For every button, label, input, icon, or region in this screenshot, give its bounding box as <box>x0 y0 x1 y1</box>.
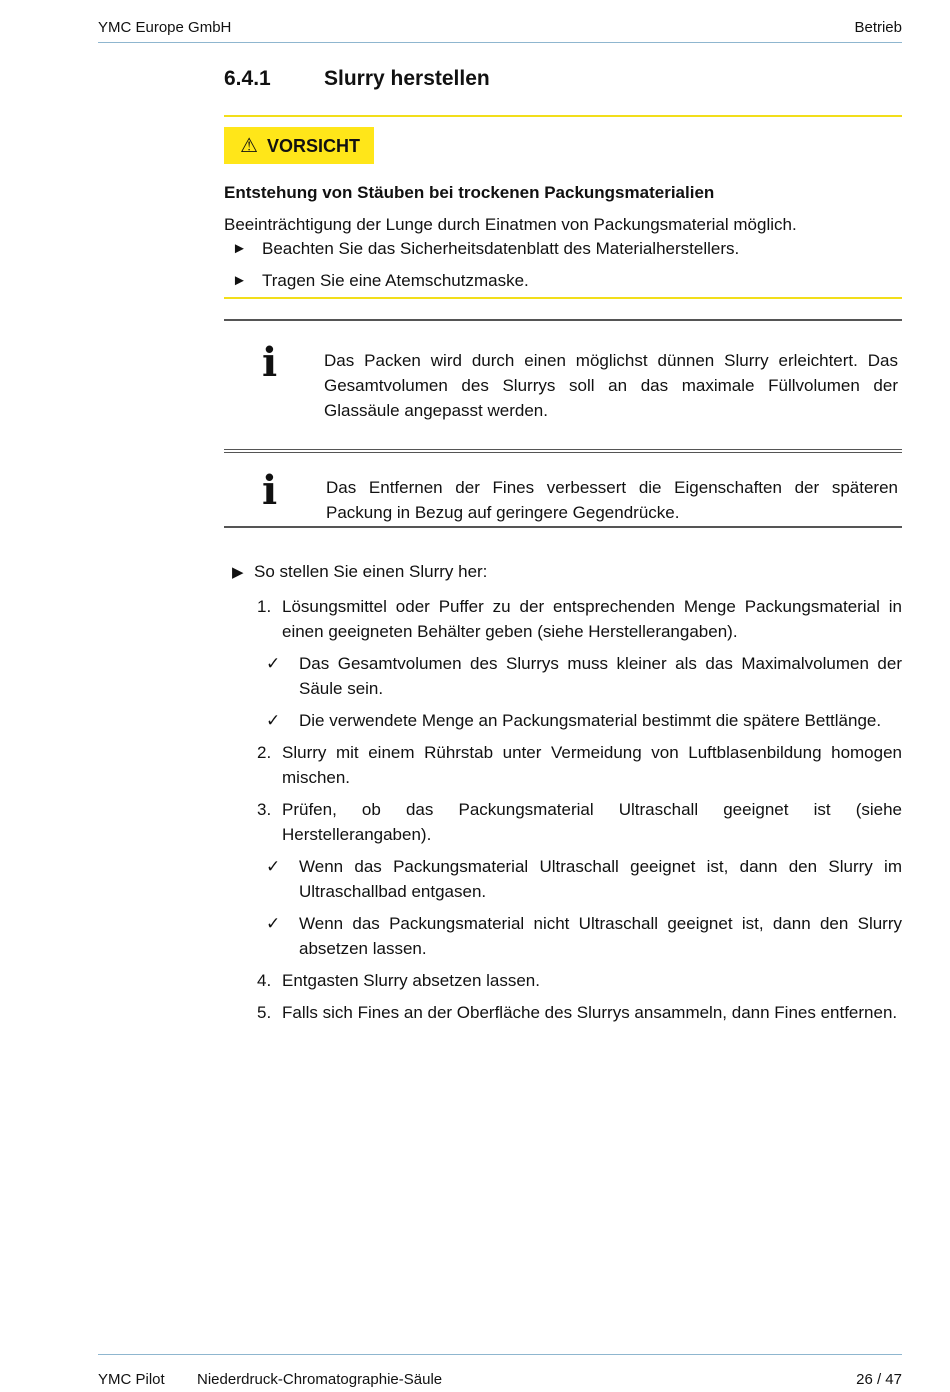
checkmark-icon: ✓ <box>266 914 281 933</box>
info-note <box>224 319 902 453</box>
info-note <box>224 456 902 528</box>
checkmark-icon: ✓ <box>266 654 281 673</box>
warning-heading: Entstehung von Stäuben bei trockenen Packungsmaterialien <box>224 183 715 202</box>
info-icon: i <box>262 339 278 386</box>
arrow-right-icon: ► <box>232 272 247 289</box>
header-chapter: Betrieb <box>854 19 902 36</box>
page-header <box>98 17 902 43</box>
result-check: ✓ Wenn das Packungsmaterial Ultraschall geeignet ist, dann den Slurry im Ultraschallbad entgasen. <box>224 854 902 904</box>
info-note-text: Das Entfernen der Fines verbessert die Eigenschaften der späteren Packung in Bezug auf geringere Gegendrücke. <box>326 478 898 522</box>
checkmark-icon: ✓ <box>266 711 281 730</box>
warning-triangle-icon: ⚠ <box>240 135 258 157</box>
warning-box: ⚠ VORSICHT Entstehung von Stäuben bei trockenen Packungsmaterialien Beeinträchtigung der Lunge durch Einatmen von Packungsmaterial möglich. ► Beachten Sie das Sicherheitsdatenblatt des Materialherstellers. ► Tragen Sie eine Atemschutzmaske. <box>224 115 902 299</box>
page-footer <box>98 1354 902 1392</box>
procedure-step: 2. Slurry mit einem Rührstab unter Vermeidung von Luftblasenbildung homogen mischen. <box>257 743 902 787</box>
warning-text: Beeinträchtigung der Lunge durch Einatmen von Packungsmaterial möglich. <box>224 215 797 234</box>
procedure-step: 5. Falls sich Fines an der Oberfläche des Slurrys ansammeln, dann Fines entfernen. <box>257 1003 898 1022</box>
warning-label: VORSICHT <box>267 136 361 156</box>
footer-doc-title: Niederdruck-Chromatographie-Säule <box>197 1371 443 1388</box>
header-company: YMC Europe GmbH <box>98 19 232 36</box>
result-check: ✓ Wenn das Packungsmaterial nicht Ultraschall geeignet ist, dann den Slurry absetzen lassen. <box>224 911 902 961</box>
procedure-step: 4. Entgasten Slurry absetzen lassen. <box>257 971 540 990</box>
footer-page-number: 26 / 47 <box>856 1371 902 1388</box>
info-icon: i <box>262 467 278 514</box>
result-check: ✓ Die verwendete Menge an Packungsmaterial bestimmt die spätere Bettlänge. <box>224 708 902 733</box>
procedure-step: 3. Prüfen, ob das Packungsmaterial Ultraschall geeignet ist (siehe Herstellerangaben). <box>257 800 902 844</box>
procedure-steps <box>224 594 902 1032</box>
arrow-right-icon: ► <box>232 240 247 257</box>
footer-product: YMC Pilot <box>98 1371 165 1388</box>
checkmark-icon: ✓ <box>266 857 281 876</box>
warning-badge <box>224 127 374 164</box>
section-number: 6.4.1 <box>224 67 271 90</box>
info-note-text: Das Packen wird durch einen möglichst dünnen Slurry erleichtert. Das Gesamtvolumen des Slurrys soll an das maximale Füllvolumen der Glassäule angepasst werden. <box>324 351 898 420</box>
procedure-step: 1. Lösungsmittel oder Puffer zu der entsprechenden Menge Packungsmaterial in einen geeigneten Behälter geben (siehe Herstellerangaben). <box>257 597 902 641</box>
triangle-right-icon: ▶ <box>232 564 244 581</box>
result-check: ✓ Das Gesamtvolumen des Slurrys muss kleiner als das Maximalvolumen der Säule sein. <box>224 651 902 701</box>
section-title: Slurry herstellen <box>324 67 490 90</box>
